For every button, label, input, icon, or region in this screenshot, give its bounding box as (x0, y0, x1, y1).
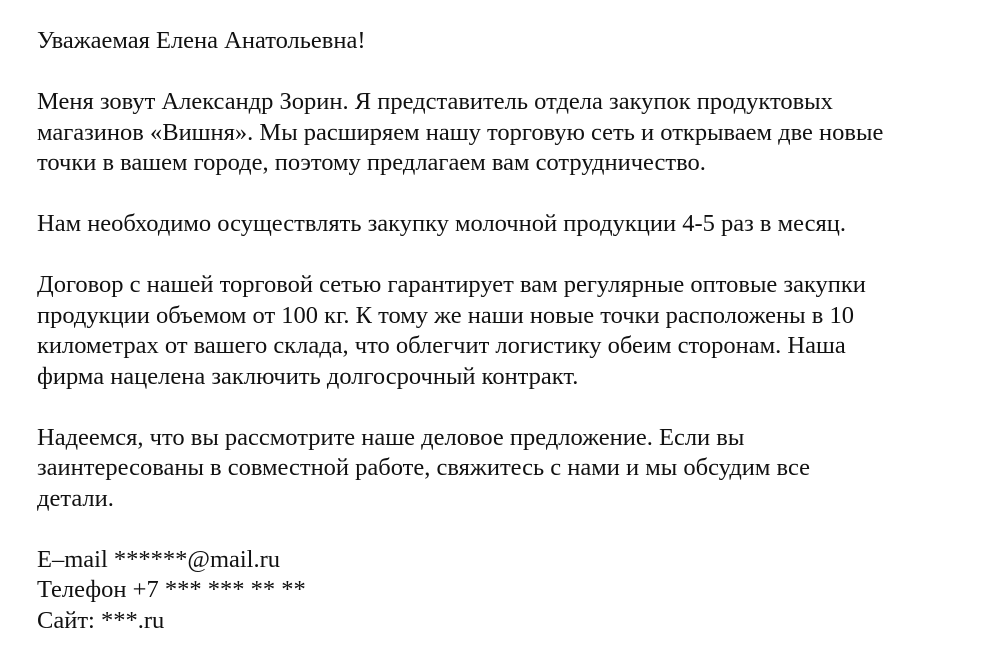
paragraph-closing: Надеемся, что вы рассмотрите наше деловое предложение. Если вы заинтересованы в совместной работе, свяжитесь с нами и мы обсудим все детали. (37, 423, 811, 512)
letter-body (37, 26, 987, 636)
paragraph-purchase-frequency: Нам необходимо осуществлять закупку молочной продукции 4-5 раз в месяц. (37, 210, 846, 237)
contact-block (37, 545, 987, 637)
contact-phone: Телефон +7 *** *** ** ** (37, 576, 306, 603)
paragraph-contract-terms: Договор с нашей торговой сетью гарантирует вам регулярные оптовые закупки продукции объемом от 100 кг. К тому же наши новые точки расположены в 10 километрах от вашего склада, что облегчит логистику обеим сторонам. Наша фирма нацелена заключить долгосрочный контракт. (37, 271, 866, 390)
contact-website: Сайт: ***.ru (37, 606, 165, 634)
paragraph-introduction: Меня зовут Александр Зорин. Я представитель отдела закупок продуктовых магазинов «Вишня». Мы расширяем нашу торговую сеть и открываем две новые точки в вашем городе, поэтому предлагаем вам сотрудничество. (37, 88, 884, 176)
contact-email: E–mail ******@mail.ru (37, 545, 281, 573)
greeting: Уважаемая Елена Анатольевна! (37, 27, 366, 54)
